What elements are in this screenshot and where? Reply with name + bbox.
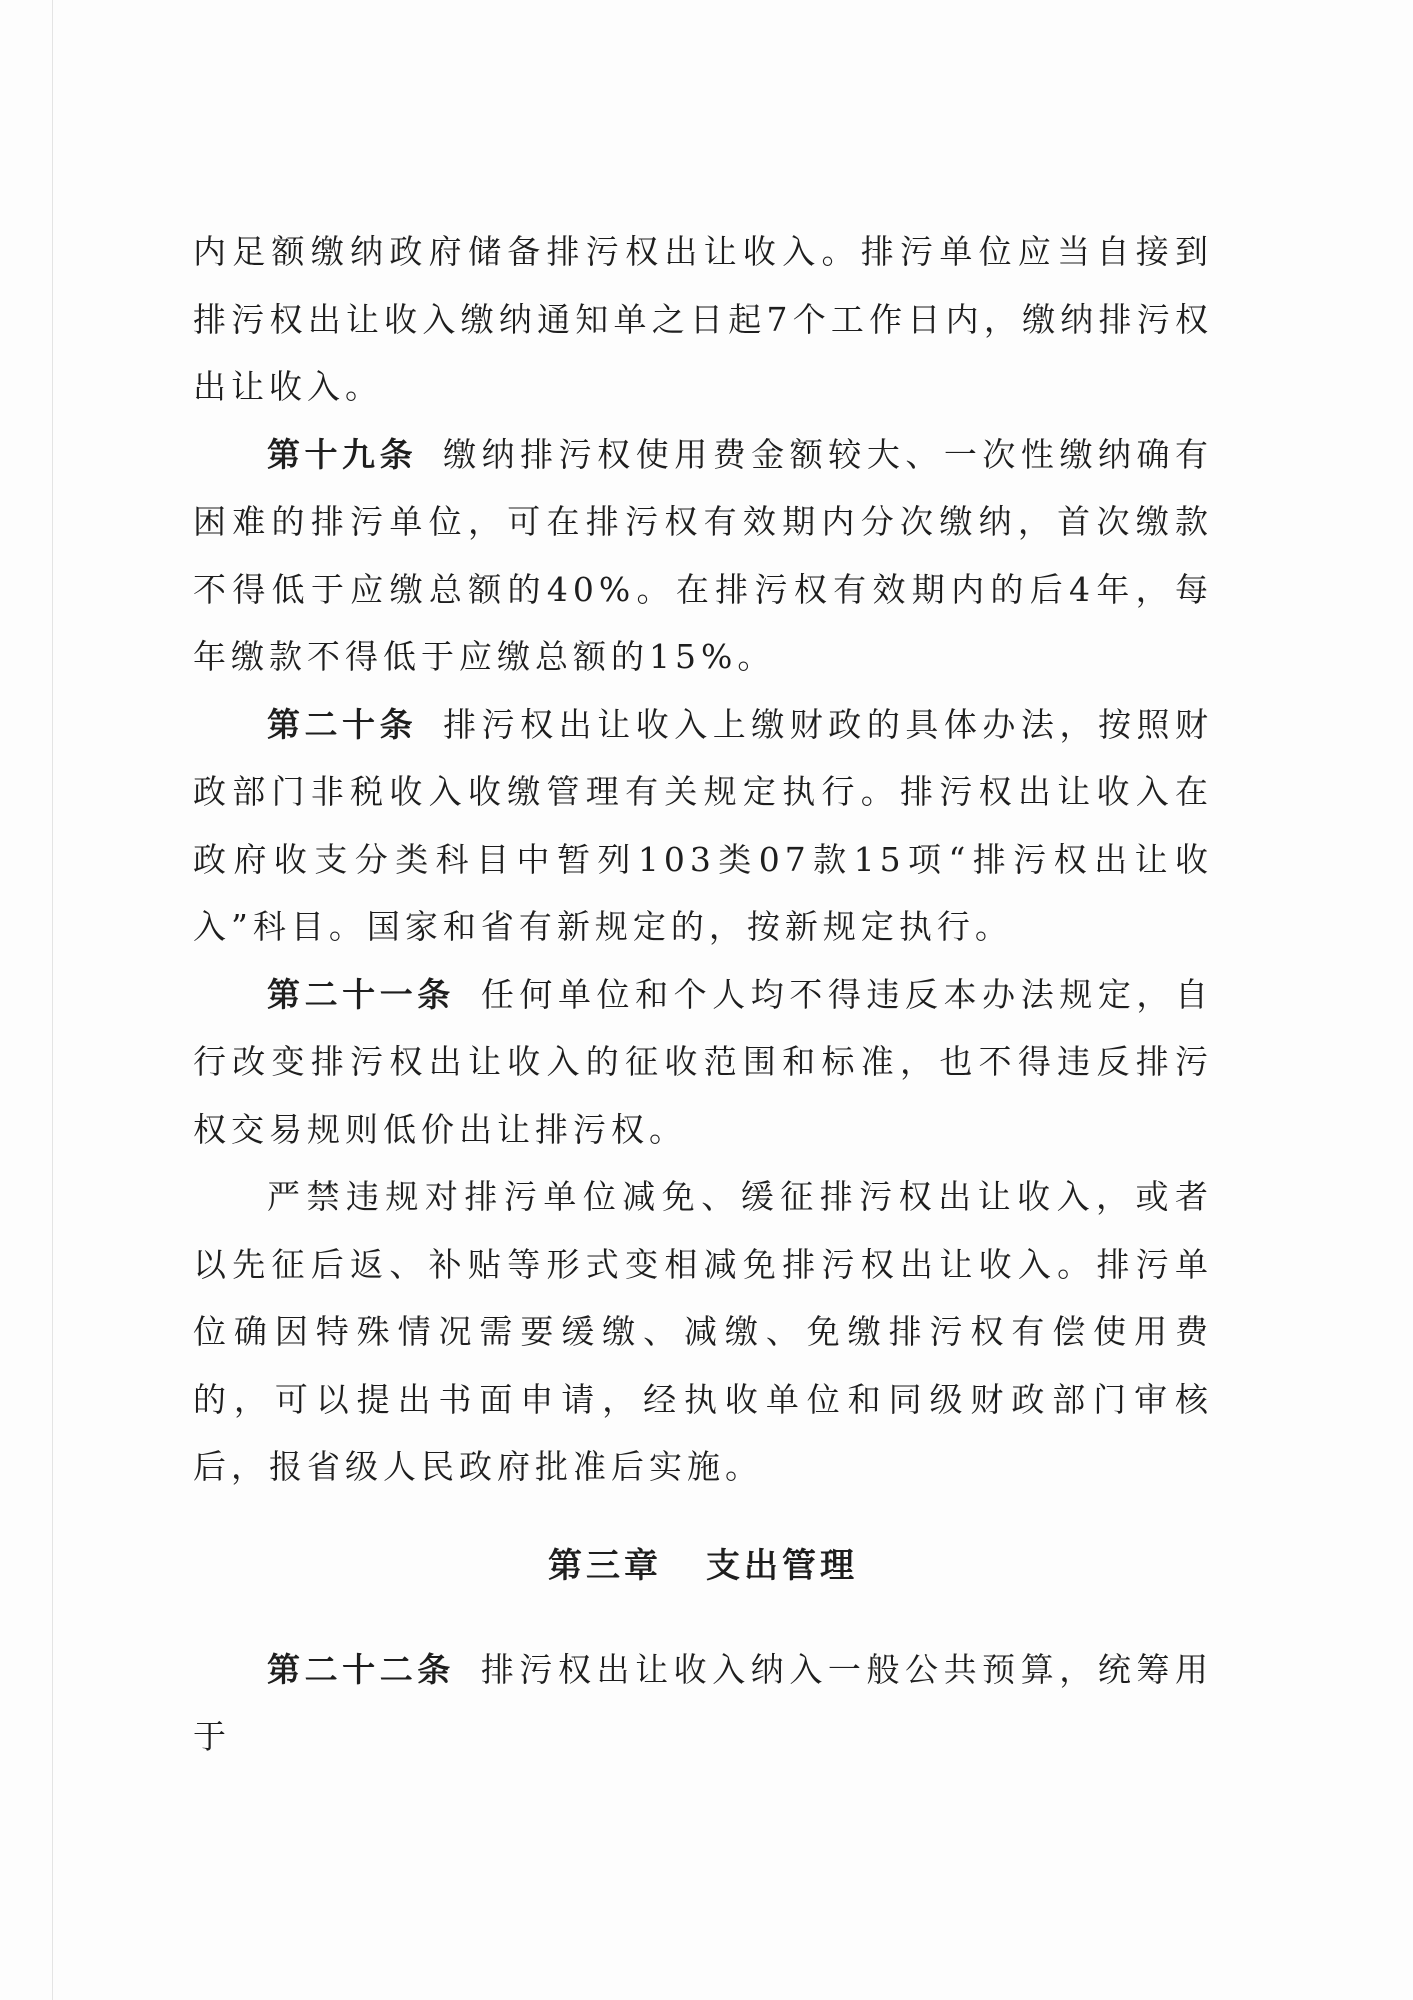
article-19-text: 缴纳排污权使用费金额较大、一次性缴纳确有困难的排污单位，可在排污权有效期内分次缴纳，首次缴款不得低于应缴总额的40%。在排污权有效期内的后4年，每年缴款不得低于应缴总额的15%。 bbox=[193, 434, 1214, 676]
article-21 bbox=[193, 961, 1213, 1164]
chapter-number: 第三章 bbox=[548, 1545, 662, 1586]
article-21-text: 任何单位和个人均不得违反本办法规定，自行改变排污权出让收入的征收范围和标准，也不得违反排污权交易规则低价出让排污权。 bbox=[193, 974, 1214, 1149]
article-19-label: 第十九条 bbox=[267, 434, 418, 474]
article-22 bbox=[193, 1636, 1213, 1771]
article-20 bbox=[193, 691, 1213, 961]
article-19 bbox=[193, 421, 1213, 691]
chapter-heading bbox=[193, 1533, 1213, 1600]
paragraph-strict-prohibition: 严禁违规对排污单位减免、缓征排污权出让收入，或者以先征后返、补贴等形式变相减免排污权出让收入。排污单位确因特殊情况需要缓缴、减缴、免缴排污权有偿使用费的，可以提出书面申请，经执收单位和同级财政部门审核后，报省级人民政府批准后实施。 bbox=[193, 1177, 1213, 1486]
article-20-text: 排污权出让收入上缴财政的具体办法，按照财政部门非税收入收缴管理有关规定执行。排污权出让收入在政府收支分类科目中暂列103类07款15项“排污权出让收入”科目。国家和省有新规定的，按新规定执行。 bbox=[193, 704, 1214, 946]
article-21-label: 第二十一条 bbox=[267, 974, 455, 1014]
article-20-label: 第二十条 bbox=[267, 704, 418, 744]
document-body bbox=[193, 218, 1213, 1771]
paragraph-continuation: 内足额缴纳政府储备排污权出让收入。排污单位应当自接到排污权出让收入缴纳通知单之日起7个工作日内，缴纳排污权出让收入。 bbox=[193, 232, 1213, 406]
chapter-title: 支出管理 bbox=[706, 1545, 858, 1586]
article-22-text: 排污权出让收入纳入一般公共预算，统筹用于 bbox=[193, 1649, 1214, 1756]
article-22-label: 第二十二条 bbox=[267, 1649, 455, 1689]
scan-edge-line bbox=[52, 0, 53, 2000]
